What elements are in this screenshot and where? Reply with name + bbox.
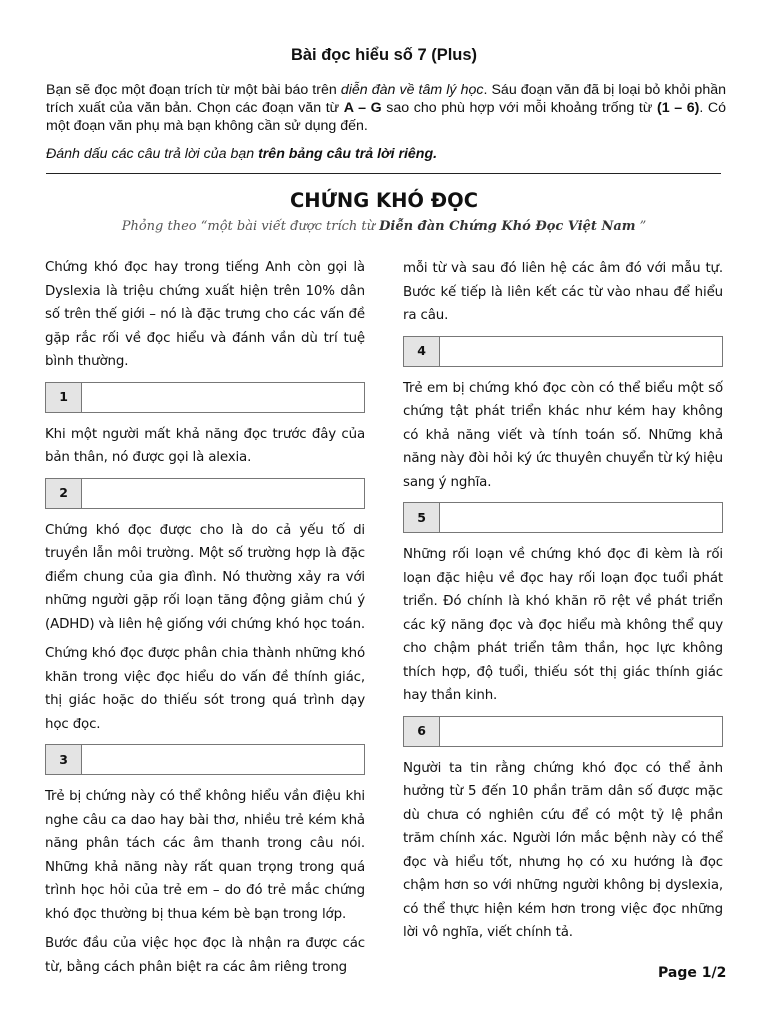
gap-blank[interactable]: [82, 745, 364, 774]
paragraph: Những rối loạn về chứng khó đọc đi kèm là rối loạn đặc hiệu về đọc hay rối loạn đọc tuổi phát triển. Đó chính là khó khăn rõ rệt về phát triển các kỹ năng đọc và đọc hiểu mà không thể quy cho chậm phát triển tâm thần, học lực không thích hợp, độ tuổi, thiếu sót thị giác thính giác hay thần kinh.: [403, 547, 723, 703]
answer-gap-1[interactable]: [45, 382, 365, 413]
gap-number: 6: [404, 717, 440, 746]
gap-blank[interactable]: [440, 503, 722, 532]
instructions-text-part: sao cho phù hợp với mỗi khoảng trống từ: [381, 100, 657, 116]
answer-sheet-note-emphasis: trên bảng câu trả lời riêng.: [258, 146, 438, 162]
gap-number: 4: [404, 337, 440, 366]
paragraph: Bước đầu của việc học đọc là nhận ra được các từ, bằng cách phân biệt ra các âm riêng trong: [45, 936, 365, 975]
gap-number: 5: [404, 503, 440, 532]
gap-blank[interactable]: [82, 479, 364, 508]
gap-blank[interactable]: [440, 337, 722, 366]
answer-sheet-note-text: Đánh dấu các câu trả lời của bạn: [46, 146, 259, 162]
instructions-text: [46, 81, 726, 135]
paragraph: Trẻ bị chứng này có thể không hiểu vần điệu khi nghe câu ca dao hay bài thơ, nhiều trẻ kém khả năng phân tách các âm thanh trong câu nói. Những khả năng này rất quan trọng trong quá trình học hỏi của trẻ em – do đó trẻ mắc chứng khó đọc thường bị thua kém bè bạn trong lớp.: [45, 789, 365, 922]
subtitle-source: Diễn đàn Chứng Khó Đọc Việt Nam: [379, 219, 636, 234]
right-column: [403, 257, 723, 951]
answer-gap-3[interactable]: [45, 744, 365, 775]
instructions-text-part: . Có một đoạn văn phụ mà bạn không cần sử dụng đến.: [46, 100, 727, 134]
instructions-source: diễn đàn về tâm lý học: [340, 82, 484, 98]
answer-gap-5[interactable]: [403, 502, 723, 533]
paragraph: Khi một người mất khả năng đọc trước đây của bản thân, nó được gọi là alexia.: [45, 426, 365, 465]
answer-sheet-note: [46, 145, 726, 163]
article-title: CHỨNG KHÓ ĐỌC: [289, 189, 479, 212]
gap-number: 2: [46, 479, 82, 508]
instructions-text-part: . Sáu đoạn văn đã bị loại bỏ khỏi phần trích xuất của văn bản. Chọn các đoạn văn từ: [46, 82, 726, 116]
gap-blank[interactable]: [440, 717, 722, 746]
paragraph-range: A – G: [343, 100, 382, 116]
paragraph: mỗi từ và sau đó liên hệ các âm đó với mẫu tự. Bước kế tiếp là liên kết các từ vào nhau để hiểu ra câu.: [403, 261, 723, 323]
subtitle-text: ”: [635, 219, 647, 234]
divider: [46, 173, 721, 174]
gap-number: 3: [46, 745, 82, 774]
gap-range: (1 – 6): [656, 100, 700, 116]
paragraph: Chứng khó đọc được phân chia thành những khó khăn trong việc đọc hiểu do vấn đề thính giác, thị giác hoặc do thiếu sót trong quá trình dạy học đọc.: [45, 646, 365, 732]
answer-gap-4[interactable]: [403, 336, 723, 367]
gap-blank[interactable]: [82, 383, 364, 412]
gap-number: 1: [46, 383, 82, 412]
instructions: [46, 81, 726, 163]
answer-gap-2[interactable]: [45, 478, 365, 509]
page-title: Bài đọc hiểu số 7 (Plus): [290, 46, 478, 64]
page-number: Page 1/2: [658, 965, 727, 981]
answer-gap-6[interactable]: [403, 716, 723, 747]
subtitle-text: Phỏng theo “một bài viết được trích từ: [121, 219, 380, 234]
article-subtitle: [0, 219, 768, 234]
paragraph: Trẻ em bị chứng khó đọc còn có thể biểu một số chứng tật phát triển khác như kém hay không có khả năng viết và tính toán số. Những khả năng này đòi hỏi ký ức thuyên chuyển từ ký hiệu sang ý nghĩa.: [403, 380, 723, 490]
left-column: [45, 256, 365, 985]
paragraph: Người ta tin rằng chứng khó đọc có thể ảnh hưởng từ 5 đến 10 phần trăm dân số được mặc dù chưa có nghiên cứu để có một tỷ lệ phần trăm chính xác. Người lớn mắc bệnh này có thể đọc và hiểu tốt, nhưng họ có xu hướng là đọc chậm hơn so với những người không bị dyslexia, có thể thực hiện kém hơn trong việc đọc những lời vô nghĩa, viết chính tả.: [403, 760, 723, 940]
paragraph: Chứng khó đọc hay trong tiếng Anh còn gọi là Dyslexia là triệu chứng xuất hiện trên 10% dân số trên thế giới – nó là đặc trưng cho các vấn đề gặp rắc rối về đọc hiểu và đánh vần dù trí tuệ bình thường.: [45, 260, 365, 369]
paragraph: Chứng khó đọc được cho là do cả yếu tố di truyền lẫn môi trường. Một số trường hợp là đặc điểm chung của gia đình. Nó thường xảy ra với những người gặp rối loạn tăng động giảm chú ý (ADHD) và liên hệ giống với chứng khó học toán.: [45, 522, 366, 632]
instructions-text-part: Bạn sẽ đọc một đoạn trích từ một bài báo trên: [46, 82, 341, 98]
